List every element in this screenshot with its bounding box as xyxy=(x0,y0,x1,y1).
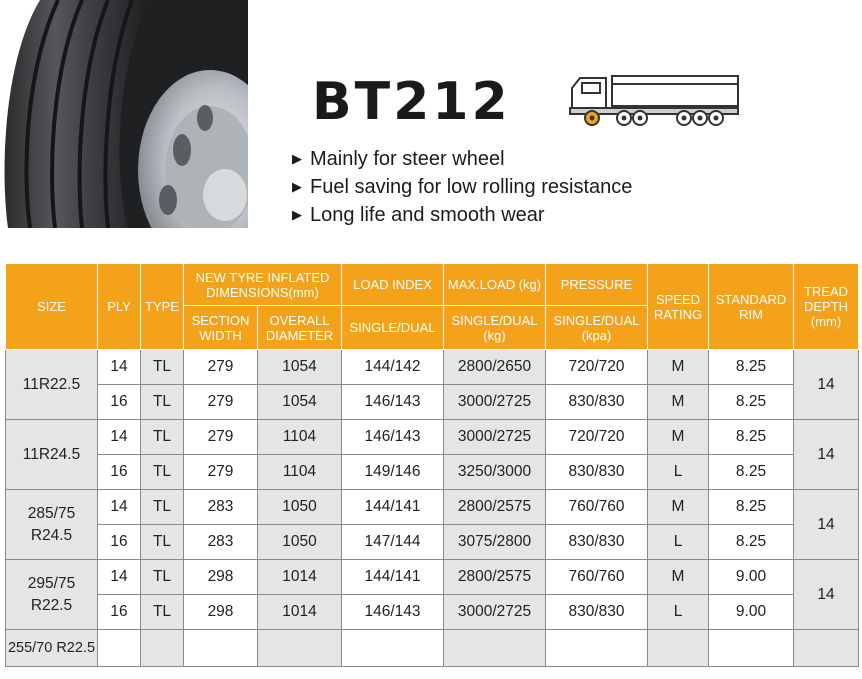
col-pressure-header: PRESSURE xyxy=(546,264,648,306)
cell-overall-diameter: 1014 xyxy=(258,595,342,630)
table-body xyxy=(6,350,859,667)
cell-section-width: 283 xyxy=(184,490,258,525)
bullet-triangle-icon: ▶ xyxy=(292,179,302,194)
cell-pressure: 830/830 xyxy=(546,385,648,420)
cell-ply: 16 xyxy=(98,385,141,420)
cell-type: TL xyxy=(141,560,184,595)
cell-ply: 14 xyxy=(98,350,141,385)
cell-load-index: 144/142 xyxy=(342,350,444,385)
cell-ply: 16 xyxy=(98,525,141,560)
cell-load-index: 144/141 xyxy=(342,490,444,525)
cell-overall-diameter: 1104 xyxy=(258,455,342,490)
table-row xyxy=(6,455,859,490)
feature-item xyxy=(292,146,632,174)
tire-photo xyxy=(0,0,248,228)
table-row xyxy=(6,560,859,595)
cell-pressure: 760/760 xyxy=(546,560,648,595)
cell-pressure: 720/720 xyxy=(546,350,648,385)
table-row xyxy=(6,350,859,385)
cell-load-index: 146/143 xyxy=(342,420,444,455)
table-row xyxy=(6,595,859,630)
col-section-width-header: SECTION WIDTH xyxy=(184,306,258,350)
cell-pressure xyxy=(546,630,648,667)
cell-size: 295/75 R22.5 xyxy=(6,560,98,630)
col-pressure-sub-header: SINGLE/DUAL (kpa) xyxy=(546,306,648,350)
cell-max-load: 3000/2725 xyxy=(444,595,546,630)
cell-load-index: 149/146 xyxy=(342,455,444,490)
cell-max-load: 3000/2725 xyxy=(444,385,546,420)
cell-rim: 9.00 xyxy=(709,560,794,595)
cell-section-width: 298 xyxy=(184,595,258,630)
col-size-header: SIZE xyxy=(6,264,98,350)
cell-type: TL xyxy=(141,490,184,525)
cell-speed-rating: M xyxy=(648,385,709,420)
cell-max-load: 3075/2800 xyxy=(444,525,546,560)
cell-ply: 14 xyxy=(98,560,141,595)
cell-ply xyxy=(98,630,141,667)
table-row xyxy=(6,385,859,420)
feature-text: Mainly for steer wheel xyxy=(310,148,505,170)
cell-tread-depth: 14 xyxy=(794,350,859,420)
cell-overall-diameter: 1054 xyxy=(258,385,342,420)
cell-section-width: 279 xyxy=(184,385,258,420)
cell-type: TL xyxy=(141,350,184,385)
cell-section-width: 298 xyxy=(184,560,258,595)
feature-list xyxy=(292,146,632,230)
col-standard-rim-header: STANDARD RIM xyxy=(709,264,794,350)
cell-load-index: 144/141 xyxy=(342,560,444,595)
cell-pressure: 830/830 xyxy=(546,525,648,560)
cell-type: TL xyxy=(141,385,184,420)
cell-pressure: 830/830 xyxy=(546,455,648,490)
cell-type xyxy=(141,630,184,667)
cell-size: 255/70 R22.5 xyxy=(6,630,98,667)
cell-max-load: 3000/2725 xyxy=(444,420,546,455)
feature-text: Fuel saving for low rolling resistance xyxy=(310,176,633,198)
cell-rim: 9.00 xyxy=(709,595,794,630)
cell-type: TL xyxy=(141,420,184,455)
feature-item xyxy=(292,202,632,230)
cell-type: TL xyxy=(141,455,184,490)
table-row xyxy=(6,525,859,560)
col-load-index-sub-header: SINGLE/DUAL xyxy=(342,306,444,350)
cell-rim: 8.25 xyxy=(709,420,794,455)
col-speed-rating-header: SPEED RATING xyxy=(648,264,709,350)
cell-rim: 8.25 xyxy=(709,385,794,420)
col-max-load-sub-header: SINGLE/DUAL (kg) xyxy=(444,306,546,350)
cell-tread-depth: 14 xyxy=(794,490,859,560)
cell-section-width: 279 xyxy=(184,350,258,385)
cell-ply: 14 xyxy=(98,490,141,525)
col-type-header: TYPE xyxy=(141,264,184,350)
cell-overall-diameter: 1050 xyxy=(258,490,342,525)
cell-size: 285/75 R24.5 xyxy=(6,490,98,560)
col-overall-diameter-header: OVERALL DIAMETER xyxy=(258,306,342,350)
col-max-load-header: MAX.LOAD (kg) xyxy=(444,264,546,306)
cell-overall-diameter: 1054 xyxy=(258,350,342,385)
cell-ply: 16 xyxy=(98,455,141,490)
truck-trailer-icon xyxy=(566,70,742,130)
cell-section-width: 283 xyxy=(184,525,258,560)
col-load-index-header: LOAD INDEX xyxy=(342,264,444,306)
cell-max-load: 2800/2575 xyxy=(444,490,546,525)
cell-speed-rating: M xyxy=(648,350,709,385)
cell-rim xyxy=(709,630,794,667)
cell-section-width xyxy=(184,630,258,667)
cell-rim: 8.25 xyxy=(709,350,794,385)
cell-speed-rating: M xyxy=(648,560,709,595)
cell-rim: 8.25 xyxy=(709,525,794,560)
cell-load-index xyxy=(342,630,444,667)
cell-overall-diameter: 1104 xyxy=(258,420,342,455)
cell-speed-rating: L xyxy=(648,455,709,490)
spec-table xyxy=(5,263,859,667)
cell-speed-rating: L xyxy=(648,595,709,630)
cell-section-width: 279 xyxy=(184,455,258,490)
cell-speed-rating: M xyxy=(648,490,709,525)
cell-tread-depth: 14 xyxy=(794,420,859,490)
col-ply-header: PLY xyxy=(98,264,141,350)
cell-rim: 8.25 xyxy=(709,490,794,525)
cell-max-load: 2800/2650 xyxy=(444,350,546,385)
cell-load-index: 147/144 xyxy=(342,525,444,560)
bullet-triangle-icon: ▶ xyxy=(292,151,302,166)
cell-pressure: 760/760 xyxy=(546,490,648,525)
cell-max-load: 3250/3000 xyxy=(444,455,546,490)
cell-size: 11R22.5 xyxy=(6,350,98,420)
cell-max-load: 2800/2575 xyxy=(444,560,546,595)
cell-type: TL xyxy=(141,595,184,630)
model-name: BT212 xyxy=(312,72,511,132)
cell-size: 11R24.5 xyxy=(6,420,98,490)
table-row xyxy=(6,490,859,525)
cell-pressure: 720/720 xyxy=(546,420,648,455)
table-row xyxy=(6,420,859,455)
feature-item xyxy=(292,174,632,202)
cell-speed-rating xyxy=(648,630,709,667)
cell-speed-rating: L xyxy=(648,525,709,560)
feature-text: Long life and smooth wear xyxy=(310,204,545,226)
cell-tread-depth xyxy=(794,630,859,667)
col-tread-depth-header: TREAD DEPTH (mm) xyxy=(794,264,859,350)
cell-type: TL xyxy=(141,525,184,560)
col-dimensions-header: NEW TYRE INFLATED DIMENSIONS(mm) xyxy=(184,264,342,306)
cell-tread-depth: 14 xyxy=(794,560,859,630)
cell-load-index: 146/143 xyxy=(342,595,444,630)
cell-ply: 14 xyxy=(98,420,141,455)
table-header xyxy=(6,264,859,350)
cell-overall-diameter: 1050 xyxy=(258,525,342,560)
cell-max-load xyxy=(444,630,546,667)
cell-speed-rating: M xyxy=(648,420,709,455)
cell-section-width: 279 xyxy=(184,420,258,455)
cell-pressure: 830/830 xyxy=(546,595,648,630)
bullet-triangle-icon: ▶ xyxy=(292,207,302,222)
cell-overall-diameter xyxy=(258,630,342,667)
cell-ply: 16 xyxy=(98,595,141,630)
cell-overall-diameter: 1014 xyxy=(258,560,342,595)
cell-load-index: 146/143 xyxy=(342,385,444,420)
cell-rim: 8.25 xyxy=(709,455,794,490)
table-row xyxy=(6,630,859,667)
